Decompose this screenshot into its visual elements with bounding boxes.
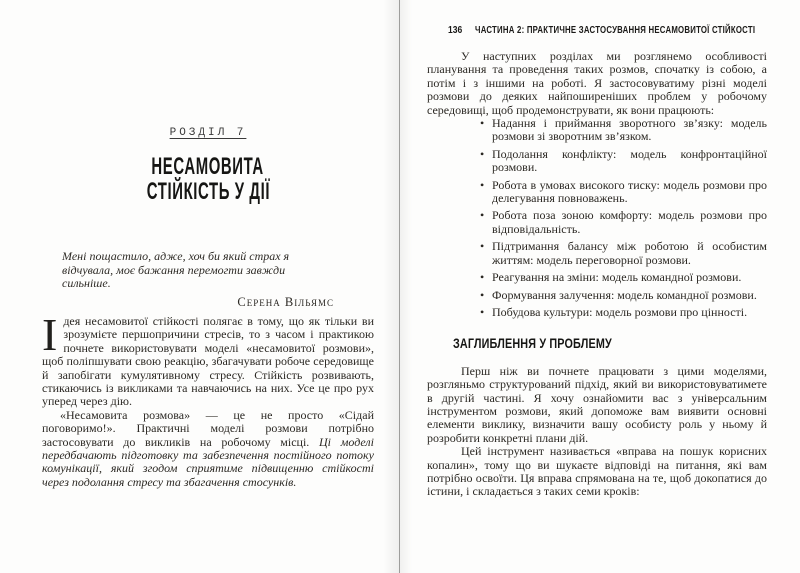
- drop-cap: І: [42, 309, 58, 360]
- left-page: [42, 0, 374, 573]
- epigraph: [62, 250, 334, 309]
- gutter-line: [399, 0, 400, 573]
- bullet-list: [427, 117, 767, 319]
- paragraph: Перш ніж ви почнете працювати з цими моделями, розгляньмо структурований підхід, який ви використовуватимете в другій частині. Я хочу ознайомити вас з універсальним інструментом розмови, який допоможе вам виявити основні елементи виклику, визначити вашу особисту роль у ньому й розробити конкретні плани дій.: [427, 363, 767, 445]
- list-item: • Робота поза зоною комфорту: модель розмови про відповідальність.: [427, 209, 767, 236]
- gutter-shadow-right: [400, 0, 412, 573]
- paragraph-text: дея несамовитої стійкості полягає в тому, що як тільки ви зрозумієте першопричини стресів, то з часом і практикою почнете використовувати моделі «несамовитої розмови», щоб поліпшувати свою реакцію, збагачувати робоче середовище й запобігати кумулятивному стресу. Стійкість розвивають, стикаючись із викликами та навчаючись на них. Усе це про рух уперед через дію.: [42, 314, 374, 409]
- paragraph-text: «Несамовита розмова» — це не просто «Сідай поговоримо!». Практичні моделі розмови потрібно застосовувати до викликів на робочому місці.: [42, 407, 374, 449]
- list-item: • Надання і приймання зворотного зв’язку: модель розмови зі зворотним зв’язком.: [427, 117, 767, 144]
- page-number: 136: [448, 25, 463, 36]
- paragraph: [42, 309, 374, 409]
- paragraph: [42, 409, 374, 489]
- list-item: • Формування залучення: модель командної розмови.: [427, 289, 767, 302]
- list-item: • Підтримання балансу між роботою й особистим життям: модель переговорної розмови.: [427, 240, 767, 267]
- running-head-title: ЧАСТИНА 2: ПРАКТИЧНЕ ЗАСТОСУВАННЯ НЕСАМОВИТОЇ СТІЙКОСТІ: [474, 25, 755, 36]
- epigraph-attribution: Серена Вільямс: [237, 294, 334, 309]
- chapter-title-line2: СТІЙКІСТЬ У ДІЇ: [146, 178, 270, 205]
- list-item: • Реагування на зміни: модель командної розмови.: [427, 271, 767, 284]
- list-item: • Подолання конфлікту: модель конфронтаційної розмови.: [427, 148, 767, 175]
- paragraph-text-italic: Ці моделі передбачають підготовку та забезпечення постійного потоку комунікації, який згодом сприятиме підвищенню стійкості через подолання стресу та збагачення стосунків.: [42, 434, 374, 489]
- right-page: [427, 0, 767, 573]
- paragraph: Цей інструмент називається «вправа на пошук корисних копалин», тому що ви шукаєте відповіді на питання, які вам потрібно освоїти. Ця вправа спрямована на те, щоб докопатися до істини, і складається з таких семи кроків:: [427, 444, 767, 499]
- gutter-shadow-left: [383, 0, 399, 573]
- right-page-body: [427, 50, 767, 499]
- chapter-kicker: РОЗДІЛ 7: [169, 127, 247, 139]
- paragraph: У наступних розділах ми розглянемо особливості планування та проведення таких розмов, спочатку із собою, а потім і з іншими на роботі. Я застосовуватиму різні моделі розмови до деяких найпоширеніших проблем у робочому середовищі, щоб продемонструвати, як вони працюють:: [427, 49, 767, 117]
- left-page-body: [42, 309, 374, 489]
- running-head: [448, 20, 767, 38]
- section-heading: ЗАГЛИБЛЕННЯ У ПРОБЛЕМУ: [453, 336, 612, 352]
- epigraph-text: Мені пощастило, адже, хоч би який страх я відчувала, моє бажання перемогти завжди сильніше.: [62, 249, 290, 291]
- chapter-title: [42, 154, 374, 204]
- list-item: • Робота в умовах високого тиску: модель розмови про делегування повноважень.: [427, 179, 767, 206]
- chapter-title-line1: НЕСАМОВИТА: [151, 153, 265, 180]
- list-item: • Побудова культури: модель розмови про цінності.: [427, 306, 767, 319]
